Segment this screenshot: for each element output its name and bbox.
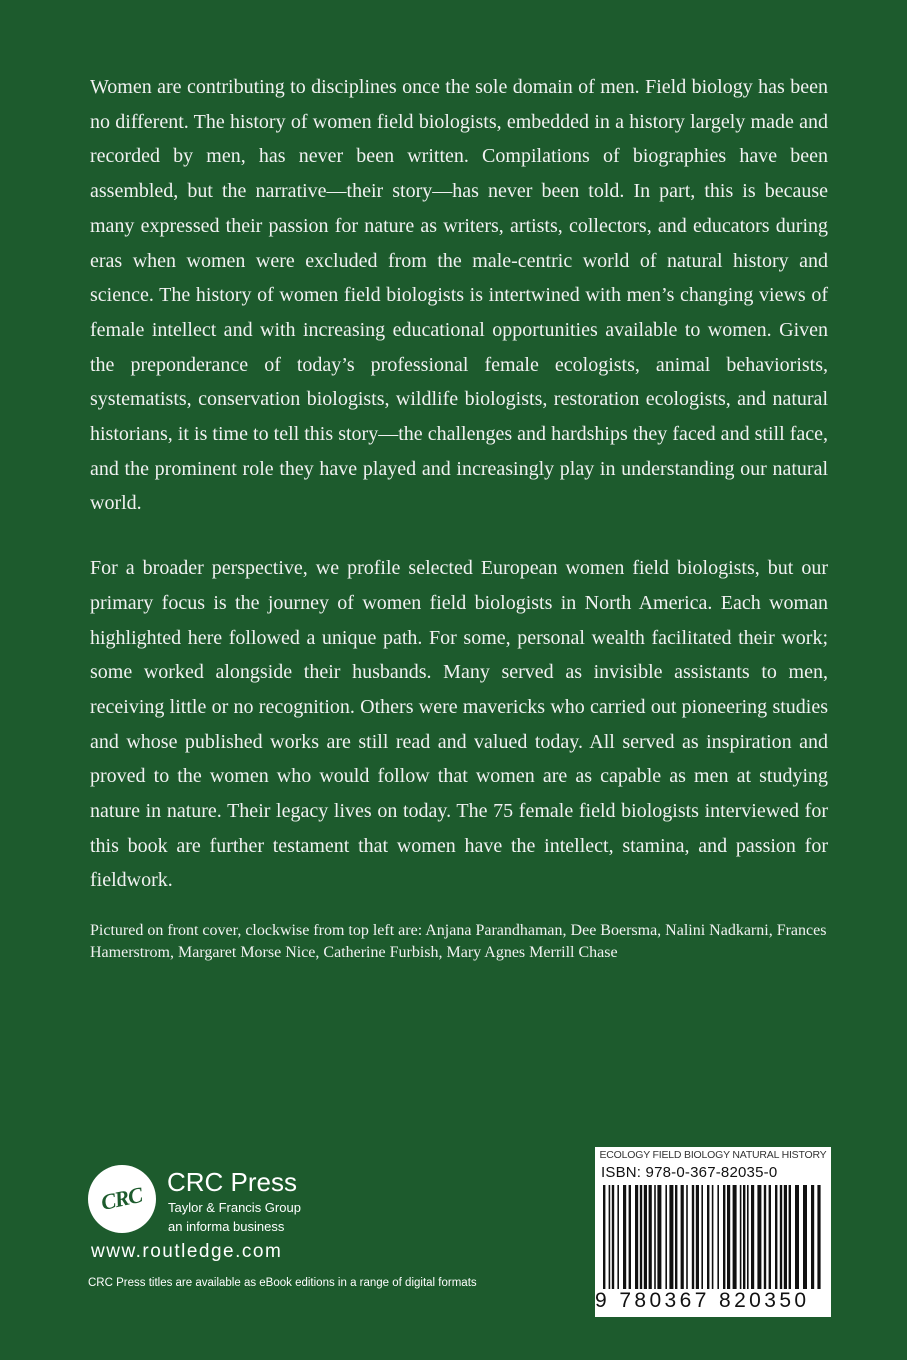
barcode-number: 9 780367 820350 <box>595 1289 810 1312</box>
publisher-tagline: an informa business <box>168 1219 285 1234</box>
barcode-bar <box>603 1185 605 1289</box>
barcode-bar <box>803 1185 807 1289</box>
crc-logo-icon <box>88 1165 156 1233</box>
barcode-bar <box>649 1185 652 1289</box>
barcode-bar <box>751 1185 754 1289</box>
publisher-group: Taylor & Francis Group <box>168 1200 301 1215</box>
barcode-bar <box>609 1185 611 1289</box>
barcode-bar <box>712 1185 714 1289</box>
barcode-bar <box>675 1185 677 1289</box>
barcode-bar <box>644 1185 647 1289</box>
barcode-bar <box>617 1185 619 1289</box>
blurb-paragraph-2: For a broader perspective, we profile selected European women field biologists, but our primary focus is the journey of women field biologists in North America. Each woman highlighted here followed a unique path. For some, personal wealth facilitated their work; some worked alongside their husbands. Many served as invisible assistants to men, receiving little or no recognition. Others were mavericks who carried out pioneering studies and whose published works are still read and valued today. All served as inspiration and proved to the women who would follow that women are as capable as men at studying nature in nature. Their legacy lives on today. The 75 female field biologists interviewed for this book are further testament that women have the intellect, stamina, and passion for fieldwork. <box>90 557 828 892</box>
publisher-block <box>88 1165 528 1315</box>
barcode-bar <box>629 1185 631 1289</box>
cover-caption: Pictured on front cover, clockwise from top left are: Anjana Parandhaman, Dee Boersma, Nalini Nadkarni, Frances Hamerstrom, Margaret Morse Nice, Catherine Furbish, Mary Agnes Merrill Chase <box>90 922 827 962</box>
barcode-bar <box>757 1185 761 1289</box>
barcode-bar <box>747 1185 749 1289</box>
barcode-bar <box>789 1185 791 1289</box>
barcode-bar <box>740 1185 742 1289</box>
publisher-website-link[interactable]: www.routledge.com <box>91 1241 283 1262</box>
barcode-bar <box>665 1185 667 1289</box>
barcode-bar <box>780 1185 782 1289</box>
barcode-bar <box>727 1185 730 1289</box>
ebook-note: CRC Press titles are available as eBook editions in a range of digital formats <box>88 1277 477 1289</box>
barcode-bar <box>686 1185 688 1289</box>
barcode-bar <box>764 1185 766 1289</box>
barcode-bar <box>623 1185 626 1289</box>
barcode-bar <box>701 1185 703 1289</box>
blurb-paragraph-1: Women are contributing to disciplines once the sole domain of men. Field biology has been no different. The history of women field biologists, embedded in a history largely made and recorded by men, has never been written. Compilations of biographies have been assembled, but the narrative—their story—has never been told. In part, this is because many expressed their passion for nature as writers, artists, collectors, and educators during eras when women were excluded from the male-centric world of natural history and science. The history of women field biologists is intertwined with men’s changing views of female intellect and with increasing educational opportunities available to women. Given the preponderance of today’s professional female ecologists, animal behaviorists, systematists, conservation biologists, wildlife biologists, restoration ecologists, and natural historians, it is time to tell this story—the challenges and hardships they faced and still face, and the prominent role they have played and increasingly play in understanding our natural world. <box>90 76 828 515</box>
barcode-bar <box>775 1185 777 1289</box>
barcode-bar <box>769 1185 771 1289</box>
barcode-bar <box>612 1185 614 1289</box>
barcode-icon <box>601 1185 825 1289</box>
crc-logo-text: CRC <box>99 1182 145 1216</box>
barcode-bar <box>723 1185 725 1289</box>
barcode-bar <box>717 1185 719 1289</box>
blurb <box>90 70 828 980</box>
barcode-bar <box>640 1185 642 1289</box>
barcode-bar <box>692 1185 694 1289</box>
barcode-bar <box>657 1185 661 1289</box>
subject-categories: ECOLOGY FIELD BIOLOGY NATURAL HISTORY <box>599 1149 827 1161</box>
barcode-bar <box>669 1185 673 1289</box>
barcode-bar <box>654 1185 656 1289</box>
barcode-bar <box>795 1185 799 1289</box>
publisher-name: CRC Press <box>167 1167 298 1197</box>
isbn-label: ISBN: 978-0-367-82035-0 <box>601 1164 778 1181</box>
barcode-bar <box>811 1185 814 1289</box>
barcode-bar <box>817 1185 820 1289</box>
barcode-bar <box>696 1185 699 1289</box>
barcode-bar <box>681 1185 684 1289</box>
barcode-bar <box>733 1185 737 1289</box>
barcode-block <box>595 1147 831 1317</box>
barcode-bar <box>743 1185 745 1289</box>
barcode-bar <box>635 1185 638 1289</box>
barcode-bar <box>707 1185 709 1289</box>
barcode-bar <box>784 1185 787 1289</box>
